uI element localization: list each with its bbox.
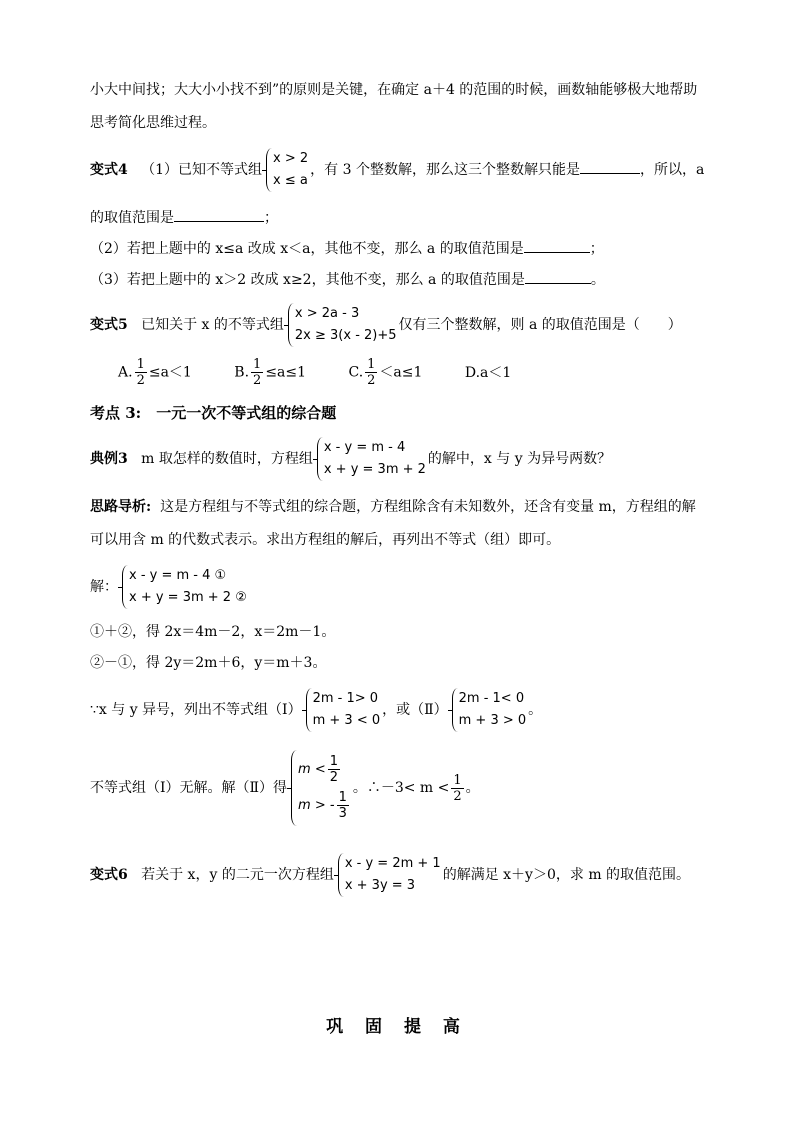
paragraph-line: 小大中间找；大大小小找不到”的原则是关键，在确定 a＋4 的范围的时候，画数轴能够极大地帮助 xyxy=(90,82,698,98)
inequality-system-1 xyxy=(304,688,381,732)
equation-system xyxy=(336,853,441,897)
fraction xyxy=(365,357,377,388)
text: 的解满足 x＋y＞0，求 m 的取值范围。 xyxy=(442,867,691,883)
solution-step-result xyxy=(90,750,480,826)
option-text: ＜a≤1 xyxy=(379,364,423,381)
system-row: x + y = 3m + 2 xyxy=(323,462,426,477)
text: 仅有三个整数解，则 a 的取值范围是（ ） xyxy=(398,317,682,333)
numerator: 1 xyxy=(253,357,262,372)
numerator: 1 xyxy=(338,790,347,805)
numerator: 1 xyxy=(367,357,376,372)
text: 不等式组（Ⅰ）无解。解（Ⅱ）得 xyxy=(90,780,288,796)
text: ； xyxy=(264,210,278,226)
text: ，所以，a xyxy=(639,162,705,178)
paragraph-line: 思考简化思维过程。 xyxy=(90,115,216,131)
system-row: 2x ≥ 3(x - 2)+5 xyxy=(294,328,397,343)
system-row: 2m - 1> 0 xyxy=(312,691,379,706)
system-row: x - y = 2m + 1 xyxy=(344,856,441,871)
system-row: x - y = m - 4 xyxy=(323,440,406,455)
option-label: C. xyxy=(348,364,364,381)
option-text: ≤a≤1 xyxy=(265,364,307,381)
answer-blank[interactable] xyxy=(525,269,591,284)
text: （2）若把上题中的 x≤a 改成 x＜a，其他不变，那么 a 的取值范围是 xyxy=(90,241,524,257)
variant-4-part-1-cont xyxy=(90,207,278,228)
equation-system xyxy=(120,565,247,609)
solution-step-systems xyxy=(90,688,542,732)
row-text: m < xyxy=(298,762,326,777)
analysis-line-1 xyxy=(90,497,696,517)
numerator: 1 xyxy=(329,754,339,769)
system-row: x > 2a - 3 xyxy=(294,306,360,321)
fraction xyxy=(451,773,463,804)
variant-5 xyxy=(90,303,682,347)
section-title: 巩 固 提 高 xyxy=(326,1017,468,1037)
variant-4-part-1 xyxy=(90,148,704,192)
text: 这是方程组与不等式组的综合题，方程组除含有未知数外，还含有变量 m，方程组的解 xyxy=(160,499,696,515)
answer-blank[interactable] xyxy=(174,207,264,222)
system-row: x > 2 xyxy=(273,151,309,166)
fraction xyxy=(135,357,147,388)
option-c[interactable] xyxy=(348,357,422,388)
inequality-system-2 xyxy=(450,688,527,732)
variant-6 xyxy=(90,853,690,897)
text: 的解中，x 与 y 为异号两数？ xyxy=(427,451,612,467)
option-text: ≤a＜1 xyxy=(148,364,192,381)
example-3-label: 典例3 xyxy=(90,451,128,467)
variant-4-part-2 xyxy=(90,238,604,259)
numerator: 1 xyxy=(136,357,145,372)
system-row xyxy=(298,752,351,788)
text: （1）已知不等式组 xyxy=(141,162,263,178)
numerator: 1 xyxy=(453,772,462,788)
text: m 取怎样的数值时，方程组 xyxy=(141,451,313,467)
inequality-system xyxy=(264,148,308,192)
system-row xyxy=(298,788,351,824)
text: 。 xyxy=(590,272,605,288)
solution-step: ②－①，得 2y＝2m＋6，y＝m＋3。 xyxy=(90,655,327,671)
option-d[interactable]: D.a＜1 xyxy=(464,364,512,381)
option-label: B. xyxy=(234,364,250,381)
option-a[interactable] xyxy=(118,357,192,388)
section-heading: 考点 3: 一元一次不等式组的综合题 xyxy=(90,404,337,422)
text: ，或（Ⅱ） xyxy=(382,702,448,718)
text: ； xyxy=(589,241,604,257)
fraction xyxy=(328,754,340,785)
solution-system xyxy=(90,565,249,609)
system-row: m + 3 < 0 xyxy=(312,713,381,728)
fraction xyxy=(337,790,349,821)
variant-5-options xyxy=(118,357,549,388)
denominator: 3 xyxy=(338,806,347,821)
denominator: 2 xyxy=(453,788,462,804)
system-row: 2m - 1< 0 xyxy=(458,691,525,706)
fraction xyxy=(251,357,263,388)
denominator: 2 xyxy=(329,770,339,785)
text: 。∴－3< m < xyxy=(352,780,450,796)
analysis-label: 思路导析: xyxy=(90,499,152,515)
variant-4-part-3 xyxy=(90,269,605,290)
answer-blank[interactable] xyxy=(580,159,640,174)
system-row: x + 3y = 3 xyxy=(344,878,416,893)
text: 若关于 x，y 的二元一次方程组 xyxy=(141,867,334,883)
denominator: 2 xyxy=(136,373,145,388)
option-b[interactable] xyxy=(234,357,306,388)
solution-step: ①＋②，得 2x＝4m－2，x＝2m－1。 xyxy=(90,624,336,640)
analysis-line-2: 可以用含 m 的代数式表示。求出方程组的解后，再列出不等式（组）即可。 xyxy=(90,532,561,548)
example-3 xyxy=(90,437,611,481)
denominator: 2 xyxy=(253,373,262,388)
denominator: 2 xyxy=(367,373,376,388)
equation-system xyxy=(315,437,426,481)
text: 。 xyxy=(465,780,480,796)
solution-label: 解： xyxy=(90,579,118,595)
variant-5-label: 变式5 xyxy=(90,317,128,333)
text: ∵x 与 y 异号，列出不等式组（Ⅰ） xyxy=(90,702,302,718)
text: 已知关于 x 的不等式组 xyxy=(141,317,284,333)
system-row: m + 3 > 0 xyxy=(458,713,527,728)
answer-blank[interactable] xyxy=(524,238,590,253)
system-row: x + y = 3m + 2 ② xyxy=(129,590,247,605)
text: 。 xyxy=(528,702,543,718)
variant-6-label: 变式6 xyxy=(90,867,128,883)
row-text: m > - xyxy=(298,798,335,813)
inequality-system-3 xyxy=(289,750,351,826)
variant-4-label: 变式4 xyxy=(90,162,128,178)
text: 的取值范围是 xyxy=(90,210,174,226)
text: （3）若把上题中的 x＞2 改成 x≥2，其他不变，那么 a 的取值范围是 xyxy=(90,272,525,288)
system-row: x ≤ a xyxy=(273,173,308,188)
option-label: A. xyxy=(118,364,133,381)
inequality-system xyxy=(286,303,397,347)
text: ，有 3 个整数解，那么这三个整数解只能是 xyxy=(310,162,580,178)
system-row: x - y = m - 4 ① xyxy=(129,568,227,583)
